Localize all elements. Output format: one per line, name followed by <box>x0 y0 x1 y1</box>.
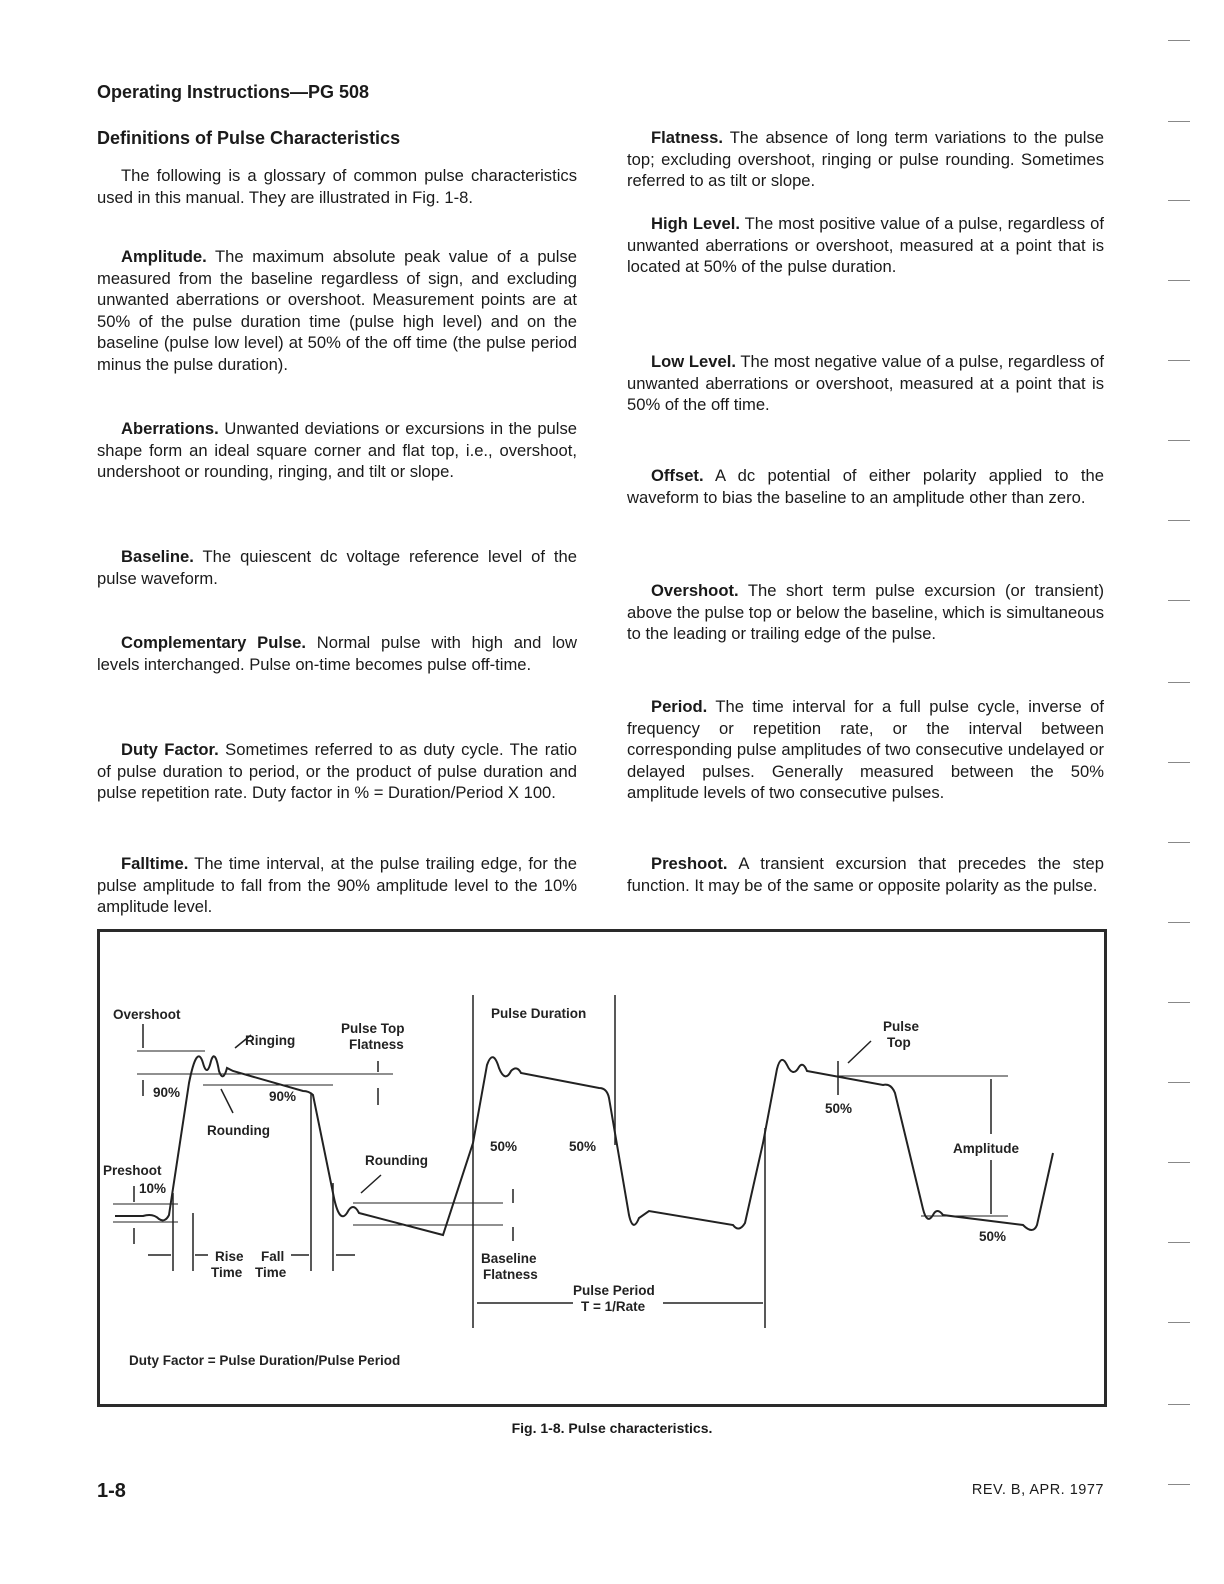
definition-low-level <box>627 351 1104 416</box>
intro-paragraph: The following is a glossary of common pulse characteristics used in this manual. They are illustrated in Fig. 1-8. <box>97 166 577 207</box>
definition-text: Unwanted deviations or excursions in the pulse shape form an ideal square corner and flat top, i.e., overshoot, undershoot or rounding, ringing, and tilt or slope. <box>97 419 577 482</box>
label-fall-time: Time <box>255 1265 287 1280</box>
label-rounding-left: Rounding <box>207 1123 270 1138</box>
label-rise-time: Time <box>211 1265 243 1280</box>
definition-text: A dc potential of either polarity applied to the waveform to bias the baseline to an amplitude other than zero. <box>627 466 1104 507</box>
revision-note: REV. B, APR. 1977 <box>971 1482 1104 1498</box>
label-50-percent: 50% <box>979 1229 1007 1244</box>
definition-flatness <box>627 127 1104 192</box>
definition-term: Duty Factor. <box>121 740 219 759</box>
margin-mark <box>1168 1404 1190 1405</box>
page-number: 1-8 <box>97 1480 126 1502</box>
definition-falltime <box>97 853 577 918</box>
definition-text: The quiescent dc voltage reference level of the pulse waveform. <box>97 547 577 588</box>
page-header: Operating Instructions—PG 508 <box>97 82 370 102</box>
margin-mark <box>1168 200 1190 201</box>
definition-term: Flatness. <box>651 128 723 147</box>
definition-term: Falltime. <box>121 854 189 873</box>
definition-complementary-pulse <box>97 632 577 675</box>
margin-mark <box>1168 1002 1190 1003</box>
label-baseline-flatness: Flatness <box>483 1267 538 1282</box>
label-90-percent-right: 90% <box>269 1089 297 1104</box>
label-pulse-top-flatness: Pulse Top <box>341 1021 405 1036</box>
pulse-characteristics-figure <box>97 929 1107 1407</box>
label-90-percent-left: 90% <box>153 1085 181 1100</box>
label-ringing: Ringing <box>245 1033 296 1048</box>
definition-term: Preshoot. <box>651 854 728 873</box>
label-50-percent: 50% <box>490 1139 518 1154</box>
margin-mark <box>1168 922 1190 923</box>
label-pulse-top-flatness: Flatness <box>349 1037 404 1052</box>
margin-mark <box>1168 121 1190 122</box>
margin-mark <box>1168 682 1190 683</box>
margin-mark <box>1168 280 1190 281</box>
definition-overshoot <box>627 580 1104 645</box>
definition-text: The maximum absolute peak value of a pulse measured from the baseline regardless of sign, and excluding unwanted aberrations or overshoot. Measurement points are at 50% of the pulse duration time (pulse high level) and on the baseline (pulse low level) at 50% of the off time (the pulse period minus the pulse duration). <box>97 247 577 374</box>
label-pulse-period: Pulse Period <box>573 1283 655 1298</box>
label-50-percent: 50% <box>569 1139 597 1154</box>
definition-text: Sometimes referred to as duty cycle. The ratio of pulse duration to period, or the product of pulse duration and pulse repetition rate. Duty factor in % = Duration/Period X 100. <box>97 740 577 803</box>
definition-term: Complementary Pulse. <box>121 633 307 652</box>
margin-mark <box>1168 1322 1190 1323</box>
definition-text: Normal pulse with high and low levels interchanged. Pulse on-time becomes pulse off-time. <box>97 633 578 674</box>
label-pulse-top: Pulse <box>883 1019 920 1034</box>
definition-term: Baseline. <box>121 547 194 566</box>
label-overshoot: Overshoot <box>113 1007 181 1022</box>
label-duty-factor: Duty Factor = Pulse Duration/Pulse Period <box>129 1353 401 1368</box>
definition-baseline <box>97 546 577 589</box>
label-50-percent: 50% <box>825 1101 853 1116</box>
label-fall-time: Fall <box>261 1249 285 1264</box>
margin-mark <box>1168 40 1190 41</box>
label-pulse-duration: Pulse Duration <box>491 1006 587 1021</box>
label-pulse-top: Top <box>887 1035 911 1050</box>
definition-text: The time interval, at the pulse trailing edge, for the pulse amplitude to fall from the 90% amplitude level to the 10% amplitude level. <box>97 854 577 917</box>
definition-high-level <box>627 213 1104 278</box>
definition-amplitude <box>97 246 577 376</box>
definition-duty-factor <box>97 739 577 804</box>
definition-preshoot <box>627 853 1104 896</box>
definition-term: Low Level. <box>651 352 736 371</box>
margin-mark <box>1168 1082 1190 1083</box>
definition-text: The short term pulse excursion (or transient) above the pulse top or below the baseline, which is simultaneous to the leading or trailing edge of the pulse. <box>627 581 1104 644</box>
label-rise-time: Rise <box>215 1249 244 1264</box>
section-title: Definitions of Pulse Characteristics <box>97 128 401 148</box>
label-10-percent: 10% <box>139 1181 167 1196</box>
margin-mark <box>1168 360 1190 361</box>
margin-mark <box>1168 762 1190 763</box>
label-rounding-right: Rounding <box>365 1153 428 1168</box>
margin-mark <box>1168 1162 1190 1163</box>
definition-text: The time interval for a full pulse cycle, inverse of frequency or repetition rate, or the interval between corresponding pulse amplitudes of two consecutive undelayed or delayed pulses. Generally measured between the 50% amplitude levels of two consecutive pulses. <box>627 697 1104 803</box>
definition-text: The most positive value of a pulse, regardless of unwanted aberrations or overshoot, measured at a point that is located at 50% of the pulse duration. <box>627 214 1104 277</box>
label-preshoot: Preshoot <box>103 1163 162 1178</box>
definition-term: High Level. <box>651 214 740 233</box>
margin-mark <box>1168 1242 1190 1243</box>
label-pulse-period: T = 1/Rate <box>581 1299 646 1314</box>
definition-text: A transient excursion that precedes the step function. It may be of the same or opposite polarity as the pulse. <box>627 854 1104 895</box>
figure-caption: Fig. 1-8. Pulse characteristics. <box>511 1420 713 1436</box>
margin-mark <box>1168 842 1190 843</box>
definition-term: Overshoot. <box>651 581 739 600</box>
definition-term: Aberrations. <box>121 419 219 438</box>
definition-term: Offset. <box>651 466 704 485</box>
label-amplitude: Amplitude <box>953 1141 1019 1156</box>
definition-text: The absence of long term variations to the pulse top; excluding overshoot, ringing or pulse rounding. Sometimes referred to as tilt or slope. <box>627 128 1104 191</box>
definition-aberrations <box>97 418 577 483</box>
pulse-diagram <box>100 932 1104 1404</box>
reference-line <box>113 1051 1008 1225</box>
definition-text: The most negative value of a pulse, regardless of unwanted aberrations or overshoot, measured at a point that is 50% of the off time. <box>627 352 1104 415</box>
label-baseline-flatness: Baseline <box>481 1251 537 1266</box>
definition-term: Amplitude. <box>121 247 207 266</box>
margin-mark <box>1168 520 1190 521</box>
margin-mark <box>1168 1484 1190 1485</box>
definition-period <box>627 696 1104 804</box>
definition-term: Period. <box>651 697 708 716</box>
margin-mark <box>1168 600 1190 601</box>
margin-mark <box>1168 440 1190 441</box>
definition-offset <box>627 465 1104 508</box>
